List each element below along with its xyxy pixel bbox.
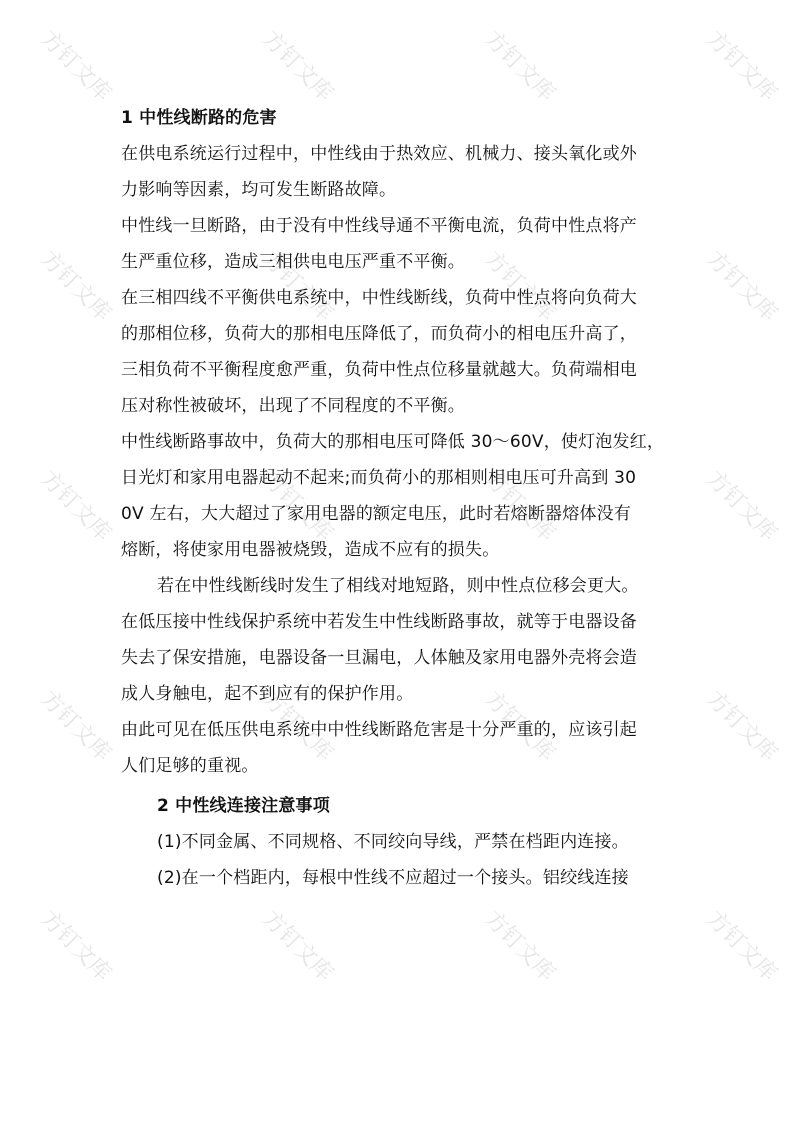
watermark-text: 方钉文库 — [257, 26, 338, 107]
watermark-text: 方钉文库 — [257, 246, 338, 327]
list-item: (2)在一个档距内，每根中性线不应超过一个接头。铝绞线连接 — [157, 868, 629, 888]
paragraph-line: 的那相位移，负荷大的那相电压降低了，而负荷小的相电压升高了， — [121, 324, 637, 344]
paragraph-line: 日光灯和家用电器起动不起来;而负荷小的那相则相电压可升高到 30 — [121, 468, 637, 488]
list-item: (1)不同金属、不同规格、不同绞向导线，严禁在档距内连接。 — [157, 832, 629, 852]
paragraph-line: 熔断，将使家用电器被烧毁，造成不应有的损失。 — [121, 540, 500, 560]
watermark-text: 方钉文库 — [35, 246, 116, 327]
watermark-text: 方钉文库 — [479, 466, 560, 547]
paragraph-line: 力影响等因素，均可发生断路故障。 — [121, 180, 397, 200]
watermark-text: 方钉文库 — [479, 26, 560, 107]
watermark-text: 方钉文库 — [479, 906, 560, 987]
watermark-text: 方钉文库 — [701, 466, 782, 547]
watermark-text: 方钉文库 — [479, 686, 560, 767]
watermark-text: 方钉文库 — [35, 906, 116, 987]
watermark-text: 方钉文库 — [257, 466, 338, 547]
watermark-text: 方钉文库 — [701, 246, 782, 327]
paragraph-line: 中性线一旦断路，由于没有中性线导通不平衡电流，负荷中性点将产 — [121, 216, 637, 236]
watermark-text: 方钉文库 — [701, 686, 782, 767]
paragraph-line: 0V 左右，大大超过了家用电器的额定电压，此时若熔断器熔体没有 — [121, 504, 632, 524]
paragraph-line: 失去了保安措施，电器设备一旦漏电，人体触及家用电器外壳将会造 — [121, 648, 637, 668]
paragraph-line: 在供电系统运行过程中，中性线由于热效应、机械力、接头氧化或外 — [121, 144, 637, 164]
paragraph-line: 若在中性线断线时发生了相线对地短路，则中性点位移会更大。 — [157, 576, 639, 596]
watermark-text: 方钉文库 — [479, 246, 560, 327]
paragraph-line: 成人身触电，起不到应有的保护作用。 — [121, 684, 414, 704]
watermark-text: 方钉文库 — [35, 686, 116, 767]
section-2-heading: 2 中性线连接注意事项 — [157, 796, 330, 816]
paragraph-line: 在三相四线不平衡供电系统中，中性线断线，负荷中性点将向负荷大 — [121, 288, 637, 308]
document-page — [121, 100, 681, 896]
watermark-text: 方钉文库 — [257, 686, 338, 767]
paragraph-line: 人们足够的重视。 — [121, 756, 259, 776]
watermark-text: 方钉文库 — [35, 466, 116, 547]
paragraph-line: 压对称性被破坏，出现了不同程度的不平衡。 — [121, 396, 465, 416]
paragraph-line: 由此可见在低压供电系统中中性线断路危害是十分严重的，应该引起 — [121, 720, 637, 740]
watermark-text: 方钉文库 — [701, 906, 782, 987]
watermark-text: 方钉文库 — [701, 26, 782, 107]
watermark-text: 方钉文库 — [35, 26, 116, 107]
paragraph-line: 中性线断路事故中，负荷大的那相电压可降低 30～60V，使灯泡发红， — [121, 432, 665, 452]
paragraph-line: 生严重位移，造成三相供电电压严重不平衡。 — [121, 252, 465, 272]
paragraph-line: 三相负荷不平衡程度愈严重，负荷中性点位移量就越大。负荷端相电 — [121, 360, 637, 380]
paragraph-line: 在低压接中性线保护系统中若发生中性线断路事故，就等于电器设备 — [121, 612, 637, 632]
section-1-heading: 1 中性线断路的危害 — [121, 108, 277, 128]
watermark-text: 方钉文库 — [257, 906, 338, 987]
